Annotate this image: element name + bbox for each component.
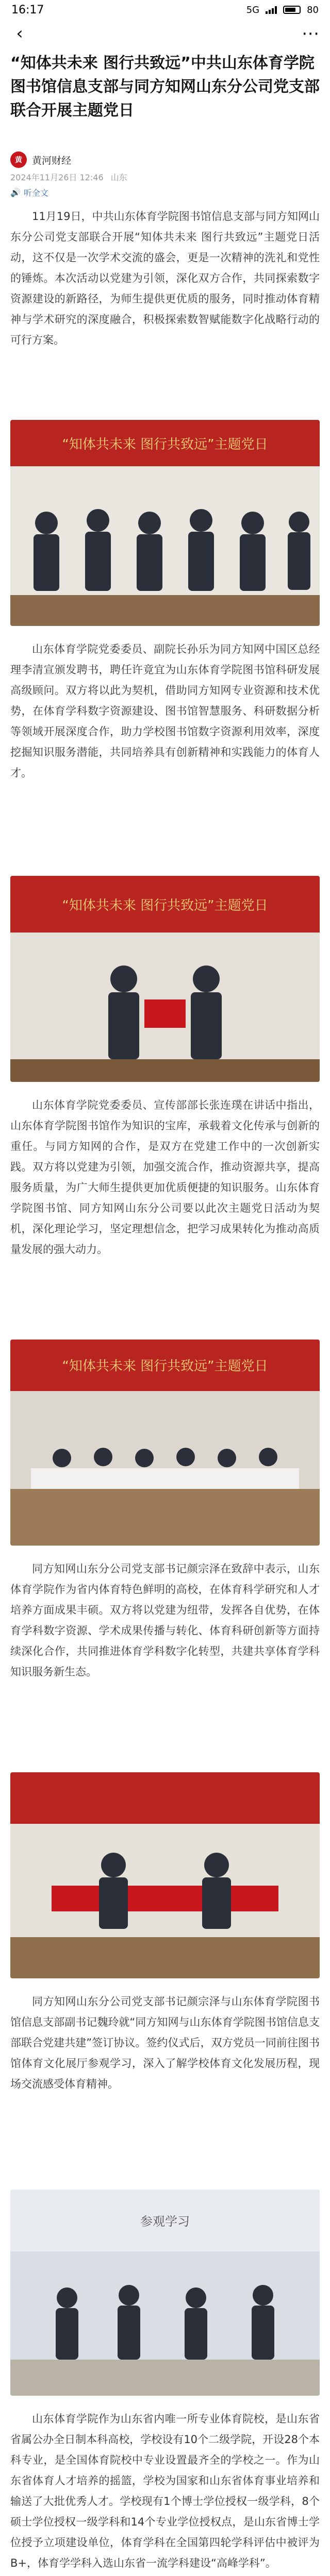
photo-5 xyxy=(10,2190,320,2396)
exhibition-photo-image xyxy=(10,2190,320,2396)
author-name[interactable]: 黄河财经 xyxy=(32,155,72,166)
signal-icon xyxy=(266,6,277,14)
battery-level: 80 xyxy=(307,4,319,15)
photo-1 xyxy=(10,420,320,626)
paragraph-2: 山东体育学院党委委员、副院长孙乐为同方知网中国区总经理李清宣颁发聘书，聘任许竟宜为山东体育学院图书馆科研发展高级顾问。双方将以此为契机，借助同方知网专业资源和技术优势，在体育学科数字资源建设、图书馆智慧服务、科研数据分析等领域开展深度合作，助力学校图书馆数字资源利用效率，深度挖掘知识服务潜能，共同培养具有创新精神和实践能力的体育人才。 xyxy=(10,643,320,779)
speaker-icon: 🔊 xyxy=(10,188,21,197)
battery-icon xyxy=(283,6,301,14)
system-icons xyxy=(246,5,319,15)
ceremony-photo-image xyxy=(10,876,320,1082)
signing-photo-image xyxy=(10,1772,320,1978)
publish-date: 2024年11月26日 12:46 xyxy=(10,173,104,182)
paragraph-4: 同方知网山东分公司党支部书记颜宗泽在致辞中表示，山东体育学院作为省内体育特色鲜明的高校，在体育科学研究和人才培养方面成果丰硕。双方将以党建为纽带，发挥各自优势，在体育学科数字资源、学术成果传播与转化、体育科研创新等方面持续深化合作，共同推进体育学科数字化转型，共建共享体育学科知识服务新生态。 xyxy=(10,1563,320,1678)
article-meta xyxy=(10,171,320,183)
photo-4 xyxy=(10,1772,320,1978)
status-bar xyxy=(0,0,330,20)
banner-text: “知体共未来 图行共致远”主题党日 xyxy=(62,437,268,452)
meeting-photo-image xyxy=(10,1340,320,1546)
banner-text: “知体共未来 图行共致远”主题党日 xyxy=(62,898,268,913)
listen-label: 听全文 xyxy=(23,188,48,198)
back-icon[interactable]: ‹ xyxy=(16,23,23,44)
clock: 16:17 xyxy=(11,3,44,16)
paragraph-3: 山东体育学院党委委员、宣传部部长张连璞在讲话中指出，山东体育学院图书馆作为知识的宝库，承载着文化传承与创新的重任。与同方知网的合作，是双方在党建工作中的一次创新实践。双方将以党建为引领，加强交流合作，推动资源共享，提高服务质量，为广大师生提供更加优质便捷的知识服务。山东体育学院图书馆、同方知网山东分公司要以此次主题党日活动为契机，深化理论学习，坚定理想信念，把学习成果转化为推动高质量发展的强大动力。 xyxy=(10,1099,320,1256)
top-nav xyxy=(0,20,330,47)
author-row[interactable] xyxy=(10,149,320,170)
avatar[interactable]: 黄 xyxy=(10,151,27,168)
listen-button[interactable] xyxy=(10,187,48,198)
photo-2 xyxy=(10,876,320,1082)
photo-label: 参观学习 xyxy=(140,2214,190,2229)
banner-text: “知体共未来 图行共致远”主题党日 xyxy=(62,1359,268,1374)
paragraph-6: 山东体育学院作为山东省内唯一所专业体育院校，是山东省省属公办全日制本科高校，学校设有10个二级学院，开设28个本科专业，是全国体育院校中专业设置最齐全的学校之一。作为山东省体育人才培养的摇篮，学校为国家和山东省体育事业培养和输送了大批优秀人才。学校现有1个博士学位授权一级学科，8个硕士学位授权一级学科和14个专业学位授权点，是山东省博士学位授予立项建设单位，体育学科在全国第四轮学科评估中被评为B+，体育学学科入选山东省一流学科建设“高峰学科”。 xyxy=(10,2413,320,2569)
more-icon[interactable]: ⋯ xyxy=(302,23,319,44)
network-label: 5G xyxy=(246,4,260,15)
photo-3 xyxy=(10,1340,320,1546)
article-title: “知体共未来 图行共致远”中共山东体育学院图书馆信息支部与同方知网山东分公司党支部联合开展主题党日 xyxy=(10,54,320,120)
paragraph-5: 同方知网山东分公司党支部书记颜宗泽与山东体育学院图书馆信息支部副书记魏玲就“同方知网与山东体育学院图书馆信息支部联合党建共建”签订协议。签约仪式后，双方党员一同前往图书馆体育文化展厅参观学习，深入了解学校体育文化发展历程，现场交流感受体育精神。 xyxy=(10,1995,320,2090)
paragraph-1: 11月19日，中共山东体育学院图书馆信息支部与同方知网山东分公司党支部联合开展“知体共未来 图行共致远”主题党日活动，这不仅是一次学术交流的盛会，更是一次精神的洗礼和党性的锤炼。本次活动以党建为引领，深化双方合作，共同探索数字资源建设的新路径，为师生提供更优质的服务，同时推动体育精神与学术研究的深度融合，积极探索数智赋能数字化战略行动的可行方案。 xyxy=(10,210,320,346)
group-photo-image xyxy=(10,420,320,626)
publish-location: 山东 xyxy=(110,173,127,182)
